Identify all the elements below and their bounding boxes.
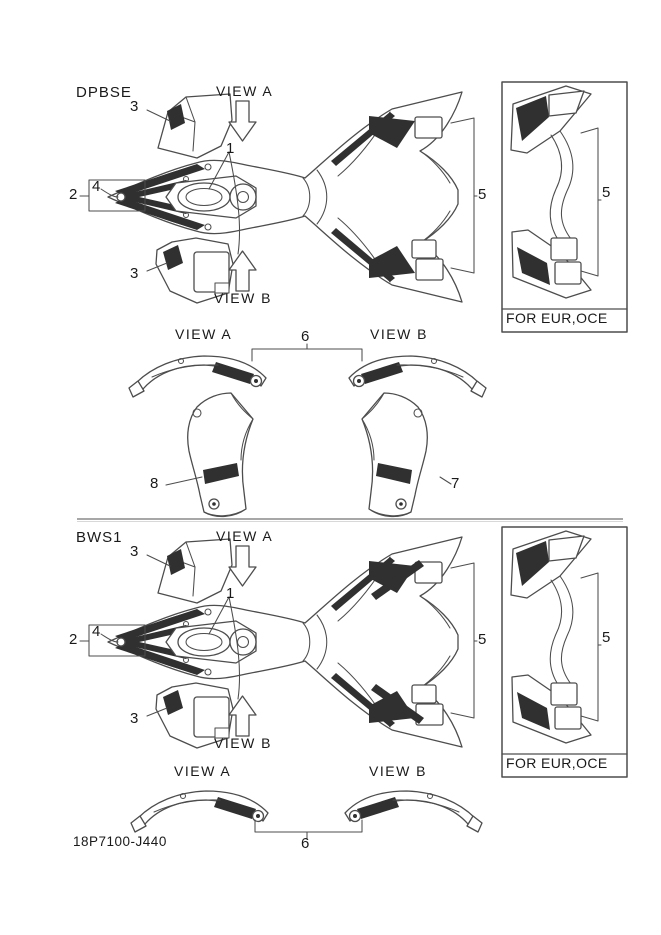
dpbse-view-b-label: VIEW B — [214, 290, 273, 306]
dpbse-callout-3-top: 3 — [130, 98, 139, 115]
bws1-callout-2: 2 — [69, 631, 78, 648]
catalog-part-number: 18P7100-J440 — [73, 834, 167, 849]
bws1-detail-view-a-label: VIEW A — [174, 763, 232, 779]
bws1-callout-5: 5 — [478, 631, 487, 648]
dpbse-right-side-panel — [362, 393, 427, 517]
dpbse-detail-callout-7: 7 — [451, 475, 460, 492]
dpbse-eur-callout-5: 5 — [602, 184, 611, 201]
dpbse-left-side-panel — [188, 393, 253, 517]
dpbse-eur-oce-box — [502, 82, 627, 332]
dpbse-detail-view-b-label: VIEW B — [370, 326, 429, 342]
dpbse-callout-2: 2 — [69, 186, 78, 203]
bws1-view-a-strip — [131, 791, 268, 832]
bws1-callout-3-bottom: 3 — [130, 710, 139, 727]
dpbse-eur-note: FOR EUR,OCE — [506, 310, 608, 326]
dpbse-vehicle-top-view — [80, 92, 477, 303]
bws1-callout-3-top: 3 — [130, 543, 139, 560]
dpbse-callout-3-bottom: 3 — [130, 265, 139, 282]
dpbse-view-b-strip — [349, 356, 486, 397]
dpbse-view-a-strip — [129, 356, 266, 397]
bws1-view-b-label: VIEW B — [214, 735, 273, 751]
bws1-view-a-label: VIEW A — [216, 528, 274, 544]
bws1-detail-view-b-label: VIEW B — [369, 763, 428, 779]
bws1-detail-callout-6: 6 — [301, 835, 310, 852]
bws1-eur-oce-box — [502, 527, 627, 777]
dpbse-callout-1: 1 — [226, 140, 235, 157]
dpbse-section-art — [80, 82, 627, 517]
dpbse-callout-4: 4 — [92, 178, 101, 195]
dpbse-view-a-label: VIEW A — [216, 83, 274, 99]
dpbse-detail-callout-6: 6 — [301, 328, 310, 345]
bws1-view-b-strip — [345, 791, 482, 832]
dpbse-model-code: DPBSE — [76, 84, 132, 101]
bws1-section-art — [80, 527, 627, 839]
dpbse-detail-view-a-label: VIEW A — [175, 326, 233, 342]
bws1-eur-callout-5: 5 — [602, 629, 611, 646]
bws1-model-code: BWS1 — [76, 529, 123, 546]
bws1-eur-note: FOR EUR,OCE — [506, 755, 608, 771]
bws1-callout-4: 4 — [92, 623, 101, 640]
dpbse-detail-callout-8: 8 — [150, 475, 159, 492]
dpbse-callout-5: 5 — [478, 186, 487, 203]
bws1-callout-1: 1 — [226, 585, 235, 602]
